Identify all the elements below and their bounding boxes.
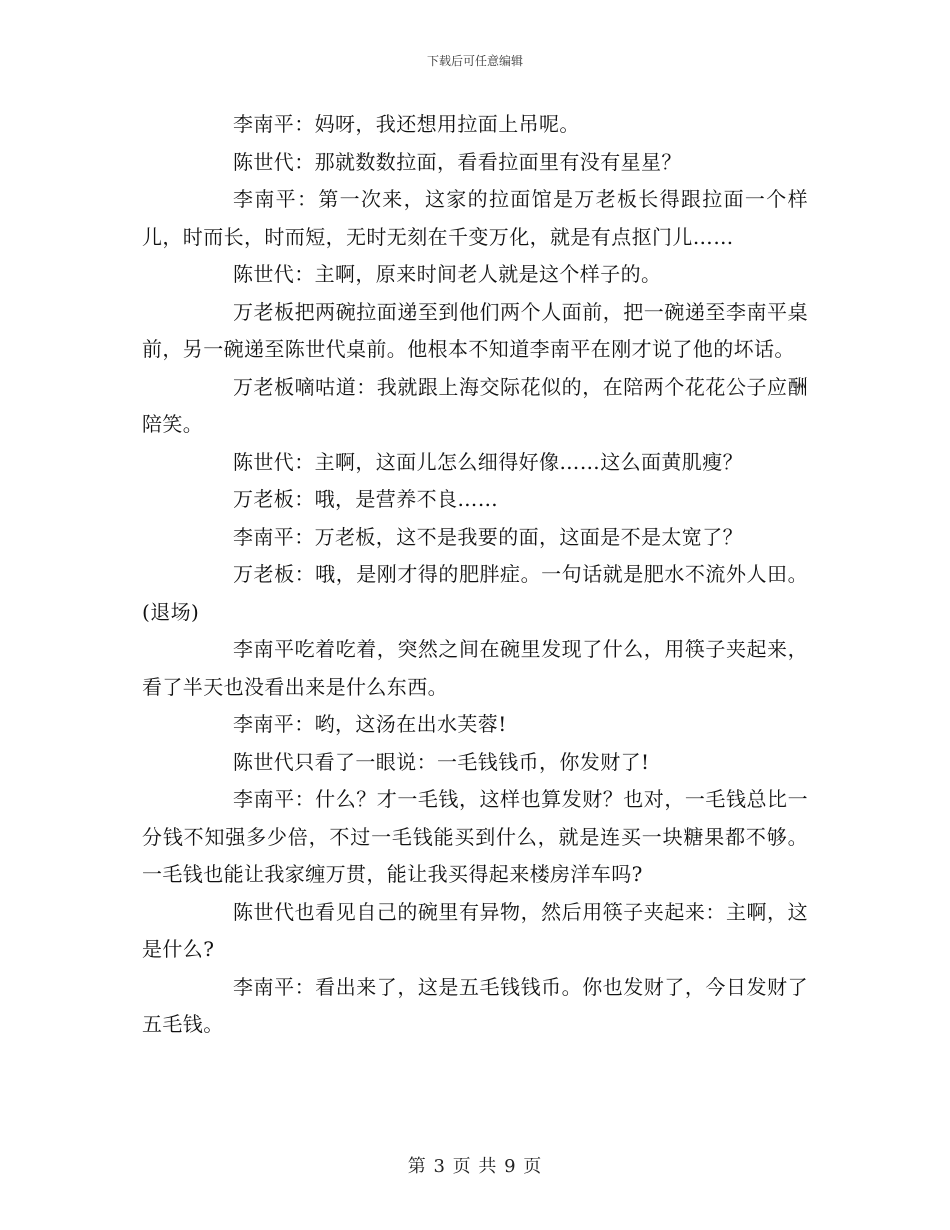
- paragraph: 万老板嘀咕道：我就跟上海交际花似的，在陪两个花花公子应酬陪笑。: [142, 374, 808, 436]
- paragraph: 万老板：哦，是营养不良……: [233, 487, 499, 511]
- paragraph: 李南平：看出来了，这是五毛钱钱币。你也发财了，今日发财了五毛钱。: [142, 974, 808, 1036]
- paragraph: 万老板：哦，是刚才得的肥胖症。一句话就是肥水不流外人田。(退场): [142, 562, 808, 624]
- paragraph: 万老板把两碗拉面递至到他们两个人面前，把一碗递至李南平桌前，另一碗递至陈世代桌前。他根本不知道李南平在刚才说了他的坏话。: [142, 299, 808, 361]
- paragraph: 李南平：什么？才一毛钱，这样也算发财？也对，一毛钱总比一分钱不知强多少倍，不过一毛钱能买到什么，就是连买一块糖果都不够。一毛钱也能让我家缠万贯，能让我买得起来楼房洋车吗?: [142, 787, 808, 886]
- paragraph: 李南平：妈呀，我还想用拉面上吊呢。: [233, 112, 580, 136]
- paragraph: 陈世代只看了一眼说：一毛钱钱币，你发财了!: [233, 749, 650, 774]
- paragraph: 陈世代：主啊，这面儿怎么细得好像……这么面黄肌瘦？: [233, 449, 743, 474]
- paragraph: 李南平：哟，这汤在出水芙蓉!: [233, 712, 507, 736]
- paragraph: 陈世代：那就数数拉面，看看拉面里有没有星星？: [233, 149, 682, 174]
- paragraph: 李南平：万老板，这不是我要的面，这面是不是太宽了？: [233, 524, 743, 549]
- paragraph: 李南平吃着吃着，突然之间在碗里发现了什么，用筷子夹起来，看了半天也没看出来是什么东西。: [142, 637, 808, 699]
- paragraph: 陈世代也看见自己的碗里有异物，然后用筷子夹起来：主啊，这是什么?: [142, 899, 808, 961]
- page-number-footer: 第 3 页 共 9 页: [407, 1156, 543, 1177]
- page-header-note: 下载后可任意编辑: [426, 54, 523, 68]
- paragraph: 陈世代：主啊，原来时间老人就是这个样子的。: [233, 262, 662, 286]
- paragraph: 李南平：第一次来，这家的拉面馆是万老板长得跟拉面一个样儿，时而长，时而短，无时无刻在千变万化，就是有点抠门儿……: [142, 187, 808, 249]
- document-body: [142, 106, 808, 1044]
